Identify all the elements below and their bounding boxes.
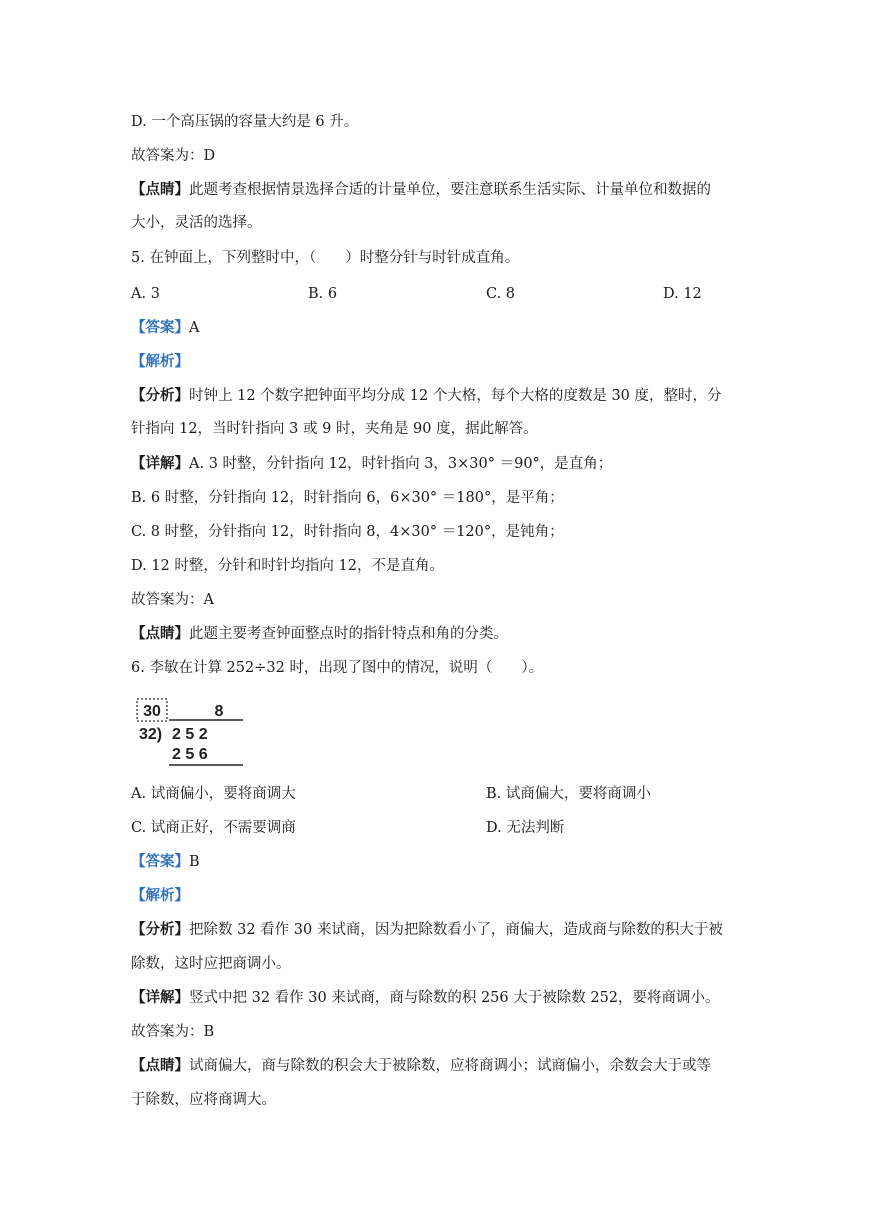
question-5-stem: 5. 在钟面上，下列整时中，（ ）时整分针与时针成直角。 xyxy=(131,250,520,266)
text-line: 除数，这时应把商调小。 xyxy=(131,956,291,972)
text-line: C. 8 时整，分针指向 12，时针指向 8，4×30° ＝120°，是钝角； xyxy=(131,524,564,540)
question-6-stem: 6. 李敏在计算 252÷32 时，出现了图中的情况，说明（ ）。 xyxy=(131,660,544,676)
answer-tag: 【答案】 xyxy=(131,319,189,336)
q6-dianjing xyxy=(131,1056,711,1076)
fenxi-tag: 【分析】 xyxy=(131,921,189,938)
q5-option-c: C. 8 xyxy=(486,286,516,302)
q6-fenxi xyxy=(131,920,723,940)
q5-answer xyxy=(131,318,199,338)
fenxi-tag: 【分析】 xyxy=(131,387,189,404)
q6-option-b: B. 试商偏大，要将商调小 xyxy=(486,786,651,802)
dianjing-text: 此题主要考查钟面整点时的指针特点和角的分类。 xyxy=(189,626,508,642)
text-line: D. 12 时整，分针和时针均指向 12，不是直角。 xyxy=(131,558,444,574)
text-line: 于除数，应将商调大。 xyxy=(131,1092,276,1108)
q6-option-a: A. 试商偏小，要将商调大 xyxy=(131,786,296,802)
dianjing-paragraph xyxy=(131,180,711,200)
dianjing-tag: 【点睛】 xyxy=(131,1057,189,1074)
text-line: 大小，灵活的选择。 xyxy=(131,215,262,231)
xiangjie-tag: 【详解】 xyxy=(131,989,189,1006)
dianjing-text: 此题考查根据情景选择合适的计量单位，要注意联系生活实际、计量单位和数据的 xyxy=(189,182,711,198)
xiangjie-tag: 【详解】 xyxy=(131,455,189,472)
answer-conclusion: 故答案为：D xyxy=(131,148,216,164)
answer-conclusion: 故答案为：A xyxy=(131,592,214,608)
dianjing-tag: 【点睛】 xyxy=(131,625,189,642)
q5-fenxi xyxy=(131,386,722,406)
dianjing-tag: 【点睛】 xyxy=(131,181,189,198)
fenxi-text: 时钟上 12 个数字把钟面平均分成 12 个大格，每个大格的度数是 30 度，整时，分 xyxy=(189,388,722,404)
divisor-text: 32) xyxy=(139,726,163,743)
answer-value: B xyxy=(189,854,200,870)
q6-xiangjie xyxy=(131,988,720,1008)
q5-dianjing xyxy=(131,624,508,644)
answer-conclusion: 故答案为：B xyxy=(131,1024,215,1040)
text-line: B. 6 时整，分针指向 12，时针指向 6，6×30° ＝180°，是平角； xyxy=(131,490,564,506)
q5-option-b: B. 6 xyxy=(308,286,338,302)
q5-option-d: D. 12 xyxy=(663,286,702,302)
q6-option-c: C. 试商正好，不需要调商 xyxy=(131,820,296,836)
xiangjie-text: A. 3 时整，分针指向 12，时针指向 3，3×30° ＝90°，是直角； xyxy=(189,456,613,472)
q5-option-a: A. 3 xyxy=(131,286,160,302)
product-text: 2 5 6 xyxy=(172,746,208,763)
dianjing-text: 试商偏大，商与除数的积会大于被除数，应将商调小；试商偏小，余数会大于或等 xyxy=(189,1058,711,1074)
text-line: 针指向 12，当时针指向 3 或 9 时，夹角是 90 度，据此解答。 xyxy=(131,421,538,437)
text-line: D. 一个高压锅的容量大约是 6 升。 xyxy=(131,114,359,130)
answer-tag: 【答案】 xyxy=(131,853,189,870)
q5-xiangjie xyxy=(131,454,612,474)
long-division-figure xyxy=(133,693,253,771)
fenxi-text: 把除数 32 看作 30 来试商，因为把除数看小了，商偏大，造成商与除数的积大于被 xyxy=(189,922,723,938)
q5-analysis-tag: 【解析】 xyxy=(131,353,189,370)
q6-analysis-tag: 【解析】 xyxy=(131,887,189,904)
xiangjie-text: 竖式中把 32 看作 30 来试商，商与除数的积 256 大于被除数 252，要将商调小。 xyxy=(189,990,720,1006)
dividend-text: 2 5 2 xyxy=(172,726,208,743)
trial-divisor-text: 30 xyxy=(143,703,161,720)
q6-option-d: D. 无法判断 xyxy=(486,820,565,836)
quotient-text: 8 xyxy=(214,703,224,720)
answer-value: A xyxy=(189,320,200,336)
q6-answer xyxy=(131,852,200,872)
